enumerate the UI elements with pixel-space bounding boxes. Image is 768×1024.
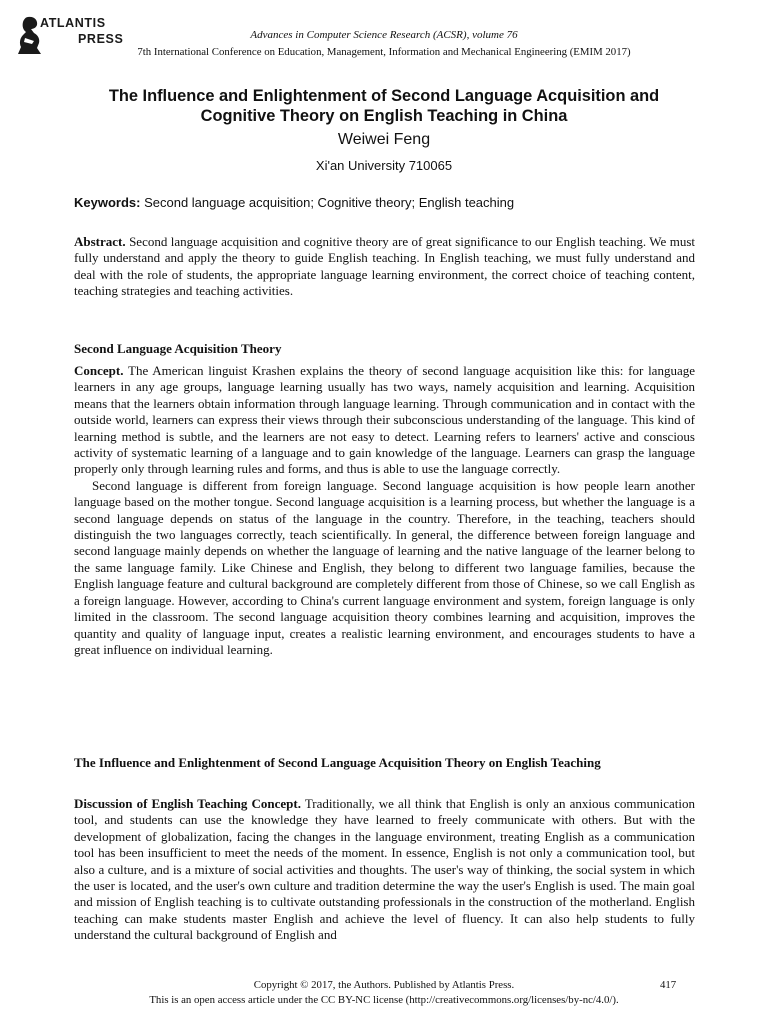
abstract-text: Second language acquisition and cognitive theory are of great significance to our English teaching. We must fully understand and apply the theory to guide English teaching. In English teaching, we must fully understand and deal with the role of students, the appropriate language learning environment, the correct choice of teaching content, teaching strategies and teaching activities. xyxy=(74,234,696,299)
discussion-text: Traditionally, we all think that English is only an anxious communication tool, and students can use the knowledge they have learned to freely communicate with others. But with the development of globalization, facing the changes in the language environment, treating English as a communication tool has been insufficient to meet the needs of the moment. In essence, English is not only a communication tool, but also a culture, and is a mixture of social activities and thoughts. The user's way of thinking, the social system in which the user is located, and the user's own culture and tradition determine the way the user's English is used. The main goal and mission of English teaching is to cultivate outstanding professionals in the construction of the motherland. English teaching can make students master English and achieve the level of fluency. It can also help students to fully understand the cultural background of English and xyxy=(74,796,695,943)
author-name: Weiwei Feng xyxy=(337,131,431,148)
section-heading-influence: The Influence and Enlightenment of Second Language Acquisition Theory on English Teaching xyxy=(74,755,601,770)
discussion-label: Discussion of English Teaching Concept. xyxy=(74,796,301,811)
page-number: 417 xyxy=(660,979,677,991)
abstract-block xyxy=(74,234,695,300)
paragraph xyxy=(74,363,695,478)
author-affiliation: Xi'an University 710065 xyxy=(315,158,453,173)
logo-text-atlantis: ATLANTIS xyxy=(40,16,106,30)
title-line-1: The Influence and Enlightenment of Second Language Acquisition and xyxy=(108,87,660,105)
abstract-label: Abstract. xyxy=(74,234,126,249)
paragraph xyxy=(74,796,695,944)
title-line-2: Cognitive Theory on English Teaching in China xyxy=(200,107,568,125)
conference-header: 7th International Conference on Education, Management, Information and Mechanical Engineering (EMIM 2017) xyxy=(137,46,631,58)
section-heading-sla-theory: Second Language Acquisition Theory xyxy=(74,341,282,356)
concept-label: Concept. xyxy=(74,363,124,378)
keywords-label: Keywords: xyxy=(74,195,141,210)
copyright-notice: Copyright © 2017, the Authors. Published by Atlantis Press. xyxy=(253,979,515,991)
license-notice: This is an open access article under the CC BY-NC license (http://creativecommons.org/licenses/by-nc/4.0/). xyxy=(149,994,619,1006)
section-body-influence xyxy=(74,796,695,944)
paragraph-second-vs-foreign: Second language is different from foreign language. Second language acquisition is how people learn another language based on the mother tongue. Second language acquisition is a learning process, but whether the language is a second language depends on status of the language in the country. Therefore, in the teaching, teachers should distinguish the two languages correctly, teach scientifically. In general, the difference between foreign language and second language mainly depends on whether the language of learning and the native language of the learner belong to the same language family. Like Chinese and English, they belong to different two language families, because the English language feature and cultural background are completely different from those of Chinese, so we call English as a foreign language. However, according to China's current language environment and system, foreign language is only limited in the classroom. The second language acquisition theory combines learning and acquisition, improves the quantity and quality of language input, creates a realistic learning environment, and encourages students to have a great influence on individual learning. xyxy=(74,477,695,657)
keywords-text: Second language acquisition; Cognitive theory; English teaching xyxy=(144,195,515,210)
paper-title xyxy=(60,86,708,126)
logo-text-press: PRESS xyxy=(78,32,124,46)
section-body-sla-theory xyxy=(74,363,695,658)
keywords-line xyxy=(74,195,696,210)
series-header: Advances in Computer Science Research (ACSR), volume 76 xyxy=(250,29,518,41)
concept-text: The American linguist Krashen explains the theory of second language acquisition like this: for language learners in any age groups, language learning usually has two ways, namely acquisition and learning. Acquisition means that the learners obtain information through language learning. Through communication and in contact with the outside world, learners can express their views through their subconscious understanding of the language. This kind of learning method is subtle, and the learners are not easy to detect. Learning refers to learners' active and conscious activity of systematic learning of a language and to gain knowledge of the language. Learners can grasp the language properly only through learning rules and forms, and thus is able to use the language correctly. xyxy=(74,363,695,477)
